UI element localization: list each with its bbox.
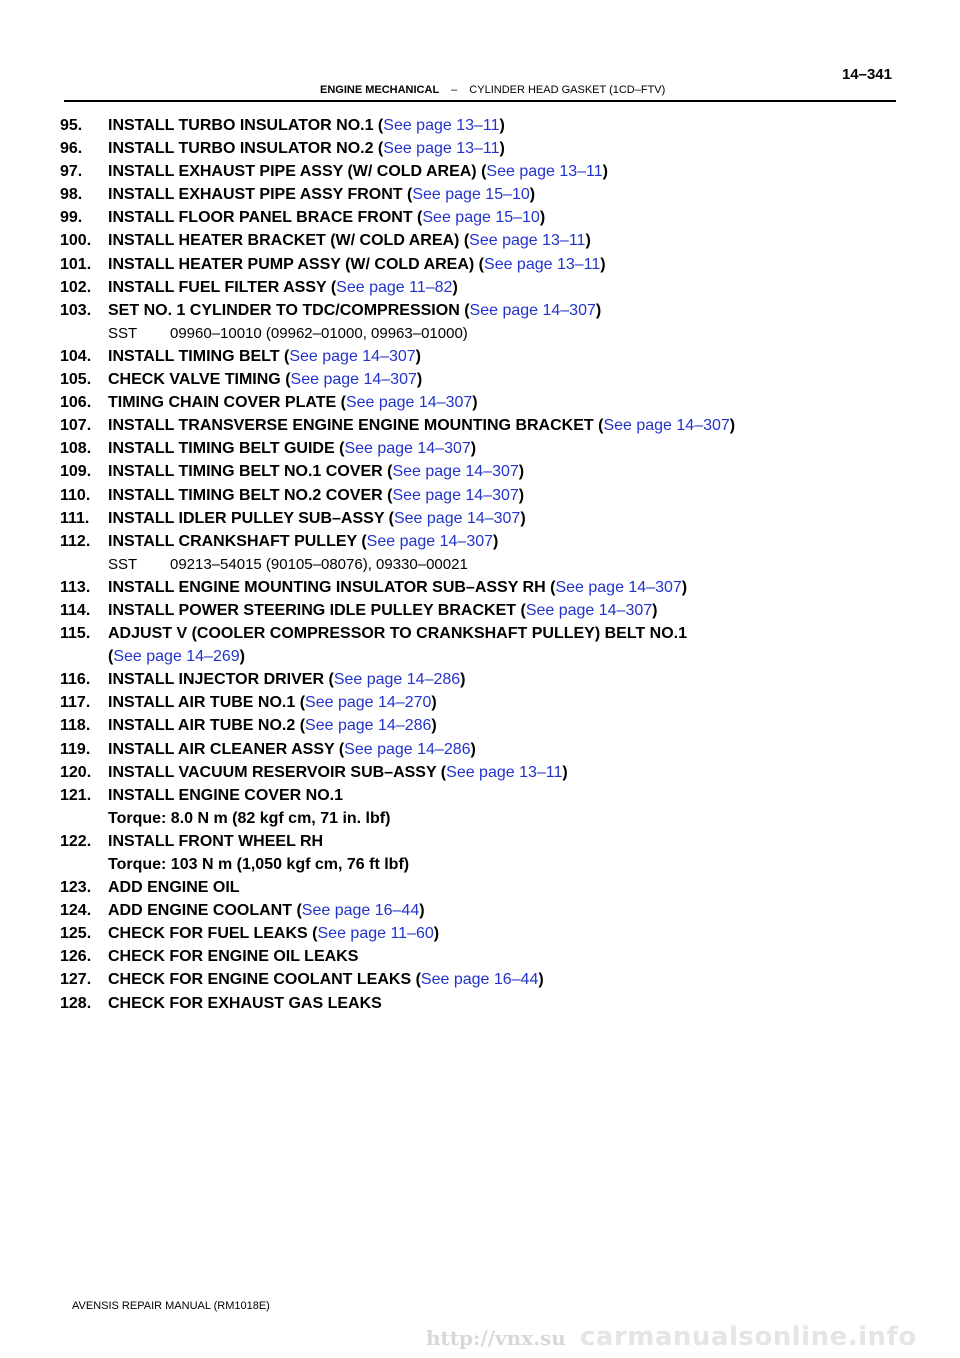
step-number: 97. [60,163,83,181]
procedure-step [60,945,940,968]
header-separator: – [451,84,458,96]
procedure-step [60,229,940,252]
procedure-step [60,183,940,206]
step-text-line: INSTALL FUEL FILTER ASSY (See page 11–82) [108,278,458,296]
step-row [60,391,940,414]
step-text: INSTALL IDLER PULLEY SUB–ASSY [108,509,385,527]
step-row [60,968,940,991]
step-row [60,530,940,553]
step-row [60,738,940,761]
step-text: INSTALL VACUUM RESERVOIR SUB–ASSY [108,763,437,781]
procedure-step [60,299,940,345]
step-row [60,784,940,807]
step-row [60,622,940,645]
step-text-line: INSTALL ENGINE MOUNTING INSULATOR SUB–ASSY RH (See page 14–307) [108,578,688,596]
step-row [60,253,940,276]
step-number: 123. [60,879,92,897]
step-row [60,507,940,530]
step-row [60,876,940,899]
watermark-site: carmanualsonline.info [580,1322,917,1352]
page-header [64,62,896,102]
step-text-line: INSTALL TIMING BELT GUIDE (See page 14–307) [108,440,477,458]
step-row [60,414,940,437]
step-text-line [108,784,940,807]
procedure-step [60,391,940,414]
step-text-line: INSTALL AIR TUBE NO.2 (See page 14–286) [108,717,437,735]
page-number: 14–341 [841,66,892,83]
procedure-step [60,830,940,876]
see-page-link[interactable]: See page 13–11 [486,163,603,181]
step-number: 117. [60,694,91,712]
step-row [60,229,940,252]
step-row [60,276,940,299]
see-page-link[interactable]: See page 14–307 [290,371,417,389]
procedure-step [60,253,940,276]
step-row [60,206,940,229]
step-text-line [108,830,940,853]
step-text-line: INSTALL VACUUM RESERVOIR SUB–ASSY (See page 13–11) [108,763,568,781]
see-page-link[interactable]: See page 14–286 [305,717,432,735]
step-number: 126. [60,948,92,966]
see-page-link[interactable]: See page 11–82 [336,278,453,296]
step-text: INSTALL AIR TUBE NO.1 [108,694,296,712]
step-text: INSTALL TIMING BELT NO.2 COVER [108,486,383,504]
see-page-link[interactable]: See page 13–11 [383,140,500,158]
step-text-line: INSTALL TIMING BELT NO.1 COVER (See page 14–307) [108,463,525,481]
step-text: INSTALL CRANKSHAFT PULLEY [108,532,357,550]
see-page-link[interactable]: See page 14–307 [525,601,653,619]
see-page-link[interactable]: See page 16–44 [301,902,420,920]
see-page-link[interactable]: See page 14–307 [603,417,730,435]
step-text-line: CHECK FOR ENGINE COOLANT LEAKS (See page 16–44) [108,971,544,989]
see-page-link[interactable]: See page 13–11 [469,232,586,250]
step-number: 105. [60,371,92,389]
see-page-link[interactable]: See page 14–307 [366,532,494,550]
step-number: 110. [60,486,91,504]
see-page-link[interactable]: See page 14–307 [469,301,596,319]
torque-spec: Torque: 8.0 N m (82 kgf cm, 71 in. lbf) [108,809,391,827]
step-text-line: INSTALL IDLER PULLEY SUB–ASSY (See page 14–307) [108,509,526,527]
sst-line [60,322,940,345]
see-page-link[interactable]: See page 14–307 [555,578,682,596]
step-text-line: INSTALL INJECTOR DRIVER (See page 14–286) [108,671,466,689]
step-number: 100. [60,232,92,250]
step-text-line [108,992,940,1015]
watermark-url: http://vnx.su [426,1326,566,1350]
step-text-line: CHECK FOR FUEL LEAKS (See page 11–60) [108,925,440,943]
procedure-step [60,899,940,922]
step-number: 98. [60,186,83,204]
procedure-step [60,276,940,299]
step-number: 120. [60,763,92,781]
torque-spec: Torque: 103 N m (1,050 kgf cm, 76 ft lbf) [108,856,410,873]
step-text: INSTALL POWER STEERING IDLE PULLEY BRACKET [108,601,517,619]
procedure-step [60,968,940,991]
step-text-line: INSTALL CRANKSHAFT PULLEY (See page 14–307) [108,532,499,550]
step-row [60,114,940,137]
see-page-link[interactable]: See page 16–44 [420,971,539,989]
step-text-line: INSTALL FLOOR PANEL BRACE FRONT (See page 15–10) [108,209,546,227]
step-text-line: CHECK VALVE TIMING (See page 14–307) [108,371,423,389]
procedure-step [60,761,940,784]
step-number: 95. [60,117,83,134]
step-text: INSTALL ENGINE MOUNTING INSULATOR SUB–ASSY RH [108,578,546,596]
procedure-step [60,992,940,1015]
step-text-line: SET NO. 1 CYLINDER TO TDC/COMPRESSION (See page 14–307) [108,301,602,319]
step-row [60,160,940,183]
step-text-line: INSTALL TURBO INSULATOR NO.2 (See page 13–11) [108,140,505,158]
step-text: SET NO. 1 CYLINDER TO TDC/COMPRESSION [108,301,460,319]
see-page-link[interactable]: See page 14–270 [305,694,432,712]
step-number: 113. [60,578,91,596]
step-text-line: INSTALL EXHAUST PIPE ASSY (W/ COLD AREA) (See page 13–11) [108,163,608,181]
step-text-line: INSTALL TIMING BELT (See page 14–307) [108,347,421,365]
step-row [60,899,940,922]
step-text-line: INSTALL TIMING BELT NO.2 COVER (See page 14–307) [108,486,525,504]
sst-label: SST [108,555,138,573]
page-footer: AVENSIS REPAIR MANUAL (RM1018E) [72,1300,270,1312]
procedure-step [60,576,940,599]
procedure-step [60,345,940,368]
procedure-step [60,784,940,830]
sst-line [60,553,940,576]
see-page-link[interactable]: See page 14–269 [113,648,240,666]
procedure-step [60,922,940,945]
step-row [60,368,940,391]
see-page-link[interactable]: See page 14–286 [344,740,471,758]
step-text: INSTALL HEATER PUMP ASSY (W/ COLD AREA) [108,255,475,273]
step-row [60,945,940,968]
step-row [60,691,940,714]
step-text: CHECK FOR ENGINE OIL LEAKS [108,948,359,966]
step-text-line: INSTALL AIR TUBE NO.1 (See page 14–270) [108,694,437,712]
step-text: TIMING CHAIN COVER PLATE [108,394,337,412]
sst-label: SST [108,324,138,342]
step-text: INSTALL TRANSVERSE ENGINE ENGINE MOUNTING BRACKET [108,417,594,435]
procedure-step [60,668,940,691]
step-text: INSTALL INJECTOR DRIVER [108,671,325,689]
step-number: 108. [60,440,92,458]
step-number: 127. [60,971,92,989]
step-number: 99. [60,209,83,227]
step-text-line: INSTALL TURBO INSULATOR NO.1 (See page 13–11) [108,117,505,134]
procedure-step [60,160,940,183]
step-number: 96. [60,140,83,158]
step-number: 114. [60,601,91,619]
step-row [60,437,940,460]
procedure-step [60,114,940,137]
step-text: ADD ENGINE OIL [108,879,240,897]
see-page-link[interactable]: See page 11–60 [317,925,434,943]
step-number: 103. [60,301,92,319]
see-page-link[interactable]: See page 15–10 [412,186,530,204]
see-page-link[interactable]: See page 14–286 [333,671,461,689]
step-text-line: INSTALL EXHAUST PIPE ASSY FRONT (See page 15–10) [108,186,536,204]
see-page-link[interactable]: See page 13–11 [383,117,500,134]
step-number: 104. [60,347,92,365]
step-row [60,668,940,691]
see-page-link[interactable]: See page 15–10 [422,209,540,227]
procedure-step [60,460,940,483]
step-text: INSTALL EXHAUST PIPE ASSY (W/ COLD AREA) [108,163,477,181]
step-row [60,576,940,599]
see-page-link[interactable]: See page 14–307 [392,463,519,481]
step-number: 111. [60,509,90,527]
step-text: INSTALL TURBO INSULATOR NO.2 [108,140,374,158]
step-text: ADJUST V (COOLER COMPRESSOR TO CRANKSHAFT PULLEY) BELT NO.1 [108,625,687,643]
step-row [60,761,940,784]
step-row [60,183,940,206]
step-number: 102. [60,278,92,296]
step-text: INSTALL TURBO INSULATOR NO.1 [108,117,374,134]
step-text: INSTALL TIMING BELT [108,347,280,365]
step-row [60,299,940,322]
step-number: 118. [60,717,91,735]
topic-title: CYLINDER HEAD GASKET (1CD–FTV) [469,84,666,96]
step-number: 106. [60,394,92,412]
see-page-link[interactable]: See page 14–307 [344,440,471,458]
step-row [60,922,940,945]
step-number: 122. [60,832,92,850]
step-continuation: (See page 14–269) [108,648,245,666]
step-row [60,599,940,622]
procedure-step [60,507,940,530]
procedure-step [60,437,940,460]
step-row [60,484,940,507]
procedure-step [60,368,940,391]
procedure-step [60,622,940,668]
step-row [60,137,940,160]
step-number: 124. [60,902,92,920]
step-text: INSTALL ENGINE COVER NO.1 [108,786,343,804]
procedure-step [60,738,940,761]
step-number: 128. [60,994,92,1012]
procedure-step [60,530,940,576]
step-text-line: INSTALL TRANSVERSE ENGINE ENGINE MOUNTING BRACKET (See page 14–307) [108,417,736,435]
step-text: CHECK VALVE TIMING [108,371,281,389]
see-page-link[interactable]: See page 13–11 [446,763,563,781]
step-text: CHECK FOR FUEL LEAKS [108,925,308,943]
sst-numbers: 09960–10010 (09962–01000, 09963–01000) [170,324,468,342]
procedure-steps [60,114,940,1015]
step-text: INSTALL TIMING BELT GUIDE [108,440,335,458]
see-page-link[interactable]: See page 13–11 [484,255,601,273]
see-page-link[interactable]: See page 14–307 [393,509,521,527]
step-text: CHECK FOR EXHAUST GAS LEAKS [108,994,382,1012]
step-text: INSTALL HEATER BRACKET (W/ COLD AREA) [108,232,460,250]
step-number: 121. [60,786,92,804]
step-text-line [108,945,940,968]
sst-numbers: 09213–54015 (90105–08076), 09330–00021 [170,555,468,573]
step-number: 125. [60,925,92,943]
step-number: 115. [60,625,91,643]
step-text: INSTALL TIMING BELT NO.1 COVER [108,463,383,481]
step-text-line: INSTALL AIR CLEANER ASSY (See page 14–286) [108,740,476,758]
see-page-link[interactable]: See page 14–307 [345,394,473,412]
step-number: 101. [60,255,92,273]
procedure-step [60,876,940,899]
procedure-step [60,714,940,737]
step-text: ADD ENGINE COOLANT [108,902,292,920]
step-row [60,992,940,1015]
step-text-line [108,622,940,645]
step-text: INSTALL AIR CLEANER ASSY [108,740,335,758]
step-row [60,345,940,368]
step-text-line: INSTALL HEATER BRACKET (W/ COLD AREA) (See page 13–11) [108,232,591,250]
step-text: CHECK FOR ENGINE COOLANT LEAKS [108,971,412,989]
step-row [60,830,940,853]
see-page-link[interactable]: See page 14–307 [289,347,416,365]
procedure-step [60,414,940,437]
section-title: ENGINE MECHANICAL [320,84,440,96]
step-text: INSTALL FLOOR PANEL BRACE FRONT [108,209,413,227]
step-row [60,460,940,483]
step-number: 107. [60,417,92,435]
procedure-step [60,691,940,714]
procedure-step [60,137,940,160]
procedure-step [60,206,940,229]
step-text-line: TIMING CHAIN COVER PLATE (See page 14–307) [108,394,478,412]
step-number: 116. [60,671,91,689]
step-text: INSTALL FRONT WHEEL RH [108,832,324,850]
step-row [60,714,940,737]
procedure-step [60,484,940,507]
step-number: 119. [60,740,91,758]
step-text-line: INSTALL POWER STEERING IDLE PULLEY BRACKET (See page 14–307) [108,601,658,619]
step-text: INSTALL AIR TUBE NO.2 [108,717,296,735]
step-text-line: ADD ENGINE COOLANT (See page 16–44) [108,902,425,920]
step-number: 109. [60,463,92,481]
step-text: INSTALL EXHAUST PIPE ASSY FRONT [108,186,403,204]
step-number: 112. [60,532,91,550]
step-text-line: INSTALL HEATER PUMP ASSY (W/ COLD AREA) (See page 13–11) [108,255,606,273]
step-text: INSTALL FUEL FILTER ASSY [108,278,327,296]
see-page-link[interactable]: See page 14–307 [392,486,519,504]
step-text-line [108,876,940,899]
procedure-step [60,599,940,622]
header-line [320,84,665,96]
